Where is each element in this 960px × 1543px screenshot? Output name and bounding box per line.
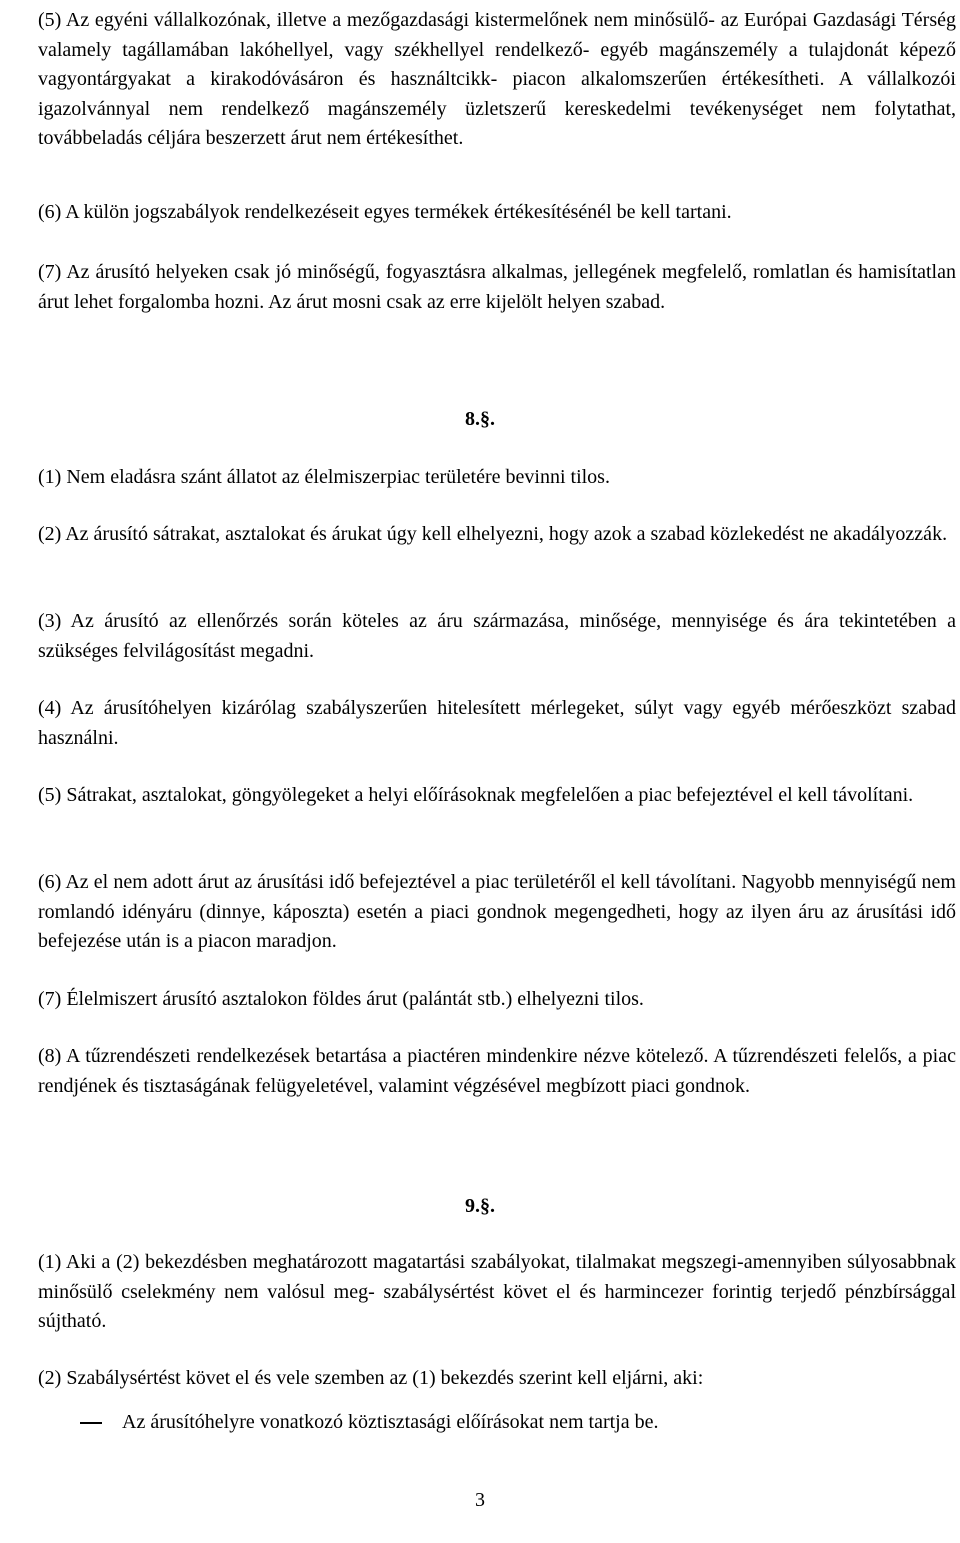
paragraph-9-1: (1) Aki a (2) bekezdésben meghatározott magatartási szabályokat, tilalmakat megszegi-amennyiben súlyosabbnak minősülő cselekmény nem valósul meg- szabálysértést követ el és harmincezer forintig terjedő pénzbírsággal sújtható. xyxy=(38,1251,956,1332)
paragraph-8-2: (2) Az árusító sátrakat, asztalokat és árukat úgy kell elhelyezni, hogy azok a szabad közlekedést ne akadályozzák. xyxy=(38,523,948,545)
paragraph-8-6: (6) Az el nem adott árut az árusítási idő befejeztével a piac területéről el kell távolítani. Nagyobb mennyiségű nem romlandó idényáru (dinnye, káposzta) esetén a piaci gondnok megengedheti, hogy az ilyen áru az árusítási idő befejezése után is a piacon maradjon. xyxy=(38,871,956,952)
paragraph-8-7: (7) Élelmiszert árusító asztalokon földes árut (palántát stb.) elhelyezni tilos. xyxy=(38,988,644,1010)
bullet-item-text: Az árusítóhelyre vonatkozó köztisztasági előírásokat nem tartja be. xyxy=(122,1411,659,1433)
paragraph-7-7: (7) Az árusító helyeken csak jó minőségű, fogyasztásra alkalmas, jellegének megfelelő, romlatlan és hamisítatlan árut lehet forgalomba hozni. Az árut mosni csak az erre kijelölt helyen szabad. xyxy=(38,261,956,313)
paragraph-9-2: (2) Szabálysértést követ el és vele szemben az (1) bekezdés szerint kell eljárni, aki: xyxy=(38,1367,704,1389)
dash-bullet-icon xyxy=(80,1422,102,1424)
page-number: 3 xyxy=(475,1489,485,1511)
paragraph-7-6: (6) A külön jogszabályok rendelkezéseit egyes termékek értékesítésénél be kell tartani. xyxy=(38,201,732,223)
paragraph-8-1: (1) Nem eladásra szánt állatot az élelmiszerpiac területére bevinni tilos. xyxy=(38,466,610,488)
section-8-heading-text: 8.§. xyxy=(465,408,495,430)
paragraph-8-4: (4) Az árusítóhelyen kizárólag szabályszerűen hitelesített mérlegeket, súlyt vagy egyéb mérőeszközt szabad használni. xyxy=(38,697,956,749)
paragraph-8-8: (8) A tűzrendészeti rendelkezések betartása a piactéren mindenkire nézve kötelező. A tűzrendészeti felelős, a piac rendjének és tisztaságának felügyeletével, valamint végzésével megbízott piaci gondnok. xyxy=(38,1045,956,1097)
section-9-heading xyxy=(0,1192,960,1220)
section-9-heading-text: 9.§. xyxy=(465,1195,495,1217)
paragraph-8-3: (3) Az árusító az ellenőrzés során köteles az áru származása, minősége, mennyisége és ára tekintetében a szükséges felvilágosítást megadni. xyxy=(38,610,956,662)
paragraph-8-5: (5) Sátrakat, asztalokat, göngyölegeket a helyi előírásoknak megfelelően a piac befejeztével el kell távolítani. xyxy=(38,784,914,806)
paragraph-7-5: (5) Az egyéni vállalkozónak, illetve a mezőgazdasági kistermelőnek nem minősülő- az Európai Gazdasági Térség valamely tagállamában lakóhellyel, vagy székhellyel rendelkező- egyéb magánszemély a tulajdonát képező vagyontárgyakat a kirakodóvásáron és használtcikk- piacon alkalomszerűen értékesítheti. A vállalkozói igazolvánnyal nem rendelkező magánszemély üzletszerű kereskedelmi tevékenységet nem folytathat, továbbeladás céljára beszerzett árut nem értékesíthet. xyxy=(38,9,956,149)
section-8-heading xyxy=(0,405,960,433)
